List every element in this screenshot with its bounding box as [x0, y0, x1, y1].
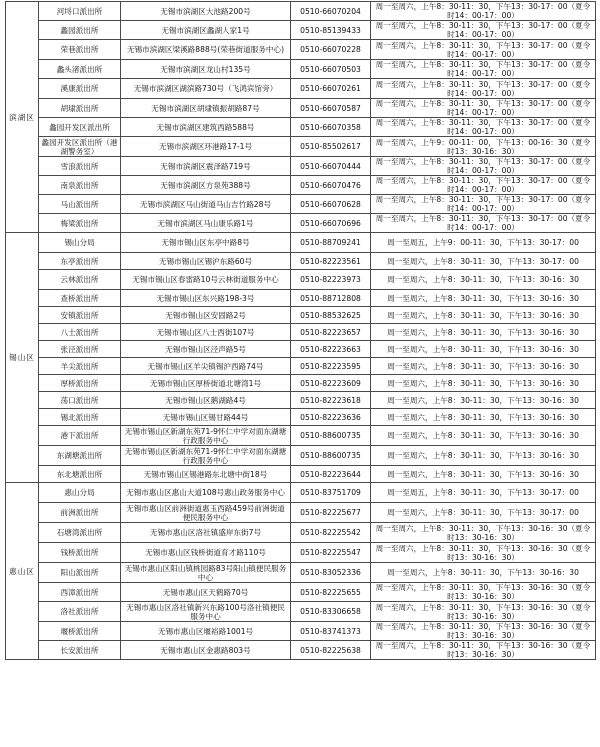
hours-cell: 周一至周六，上午8：30-11：30，下午13：30-16：30	[371, 307, 596, 324]
station-name-cell: 长安派出所	[39, 641, 121, 660]
table-row	[6, 60, 596, 79]
station-name-cell: 东湖塘派出所	[39, 446, 121, 466]
phone-cell: 0510-88712808	[291, 290, 371, 307]
address-cell: 无锡市锡山区东兴路198-3号	[121, 290, 291, 307]
police-station-table	[5, 1, 596, 660]
address-cell: 无锡市滨湖区梁溪路888号(荣巷街道服务中心)	[121, 40, 291, 60]
address-cell: 无锡市滨湖区马山街道马山吉竹路28号	[121, 195, 291, 214]
table-row	[6, 375, 596, 392]
hours-cell: 周一至周六，上午8：30-11：30，下午13：30-17：00（夏令时14：00-17：00）	[371, 40, 596, 60]
phone-cell: 0510-82223657	[291, 324, 371, 341]
phone-cell: 0510-88600735	[291, 446, 371, 466]
table-body	[6, 2, 596, 660]
address-cell: 无锡市惠山区堰裕路1001号	[121, 622, 291, 641]
phone-cell: 0510-82223595	[291, 358, 371, 375]
phone-cell: 0510-82223618	[291, 392, 371, 409]
hours-cell: 周一至周六，上午8：30-11：30，下午13：30-16：30	[371, 270, 596, 290]
station-name-cell: 马山派出所	[39, 195, 121, 214]
hours-cell: 周一至周六，上午9：00-11：00，下午13：00-16：30（夏令时13：30-16：30）	[371, 137, 596, 157]
address-cell: 无锡市惠山区洛社镇新兴东路100号洛社镇便民服务中心	[121, 602, 291, 622]
hours-cell: 周一至周六，上午8：30-11：30，下午13：30-16：30	[371, 375, 596, 392]
address-cell: 无锡市锡山区东亭中路8号	[121, 233, 291, 253]
table-row	[6, 503, 596, 523]
station-name-cell: 荣巷派出所	[39, 40, 121, 60]
station-name-cell: 蠡头渚派出所	[39, 60, 121, 79]
station-name-cell: 云林派出所	[39, 270, 121, 290]
hours-cell: 周一至周六，上午8：30-11：30，下午13：30-17：00（夏令时14：00-17：00）	[371, 79, 596, 99]
station-name-cell: 河埒口派出所	[39, 2, 121, 21]
phone-cell: 0510-82225542	[291, 523, 371, 543]
hours-cell: 周一至周六，上午8：30-11：30，下午13：30-17：00（夏令时14：00-17：00）	[371, 118, 596, 137]
phone-cell: 0510-88532625	[291, 307, 371, 324]
station-name-cell: 八士派出所	[39, 324, 121, 341]
hours-cell: 周一至周六，上午8：30-11：30，下午13：30-17：00（夏令时14：00-17：00）	[371, 214, 596, 233]
table-row	[6, 253, 596, 270]
hours-cell: 周一至周六，上午8：30-11：30，下午13：30-16：30（夏令时13：30-16：30）	[371, 523, 596, 543]
hours-cell: 周一至周六，上午8：30-11：30，下午13：30-16：30	[371, 290, 596, 307]
station-name-cell: 南泉派出所	[39, 176, 121, 195]
phone-cell: 0510-83741373	[291, 622, 371, 641]
station-name-cell: 蠡园开发区派出所	[39, 118, 121, 137]
address-cell: 无锡市锡山区泾声路5号	[121, 341, 291, 358]
address-cell: 无锡市惠山区阳山镇桃园路83号阳山镇便民服务中心	[121, 563, 291, 583]
table-row	[6, 426, 596, 446]
hours-cell: 周一至周六，上午8：30-11：30，下午13：30-16：30	[371, 341, 596, 358]
station-name-cell: 雪浪派出所	[39, 157, 121, 176]
table-row	[6, 523, 596, 543]
station-name-cell: 荡口派出所	[39, 392, 121, 409]
hours-cell: 周一至周六，上午8：30-11：30，下午13：30-16：30	[371, 324, 596, 341]
address-cell: 无锡市锡山区羊尖镇锡沪西路74号	[121, 358, 291, 375]
phone-cell: 0510-88600735	[291, 426, 371, 446]
hours-cell: 周一至周六，上午8：30-11：30，下午13：30-17：00	[371, 253, 596, 270]
phone-cell: 0510-82225547	[291, 543, 371, 563]
hours-cell: 周一至周六，上午8：30-11：30，下午13：30-16：30	[371, 392, 596, 409]
address-cell: 无锡市惠山区金惠路803号	[121, 641, 291, 660]
hours-cell: 周一至周六，上午8：30-11：30，下午13：30-17：00（夏令时14：00-17：00）	[371, 60, 596, 79]
phone-cell: 0510-82223609	[291, 375, 371, 392]
address-cell: 无锡市锡山区锡港路东北塘中街18号	[121, 466, 291, 483]
address-cell: 无锡市滨湖区环港路17-1号	[121, 137, 291, 157]
station-name-cell: 胡埭派出所	[39, 99, 121, 118]
phone-cell: 0510-83751709	[291, 483, 371, 503]
station-name-cell: 堰桥派出所	[39, 622, 121, 641]
phone-cell: 0510-82223636	[291, 409, 371, 426]
station-name-cell: 阳山派出所	[39, 563, 121, 583]
phone-cell: 0510-85139433	[291, 21, 371, 40]
district-cell: 惠山区	[6, 483, 39, 660]
station-name-cell: 张泾派出所	[39, 341, 121, 358]
phone-cell: 0510-66070476	[291, 176, 371, 195]
table-row	[6, 2, 596, 21]
address-cell: 无锡市锡山区安固路2号	[121, 307, 291, 324]
table-row	[6, 307, 596, 324]
police-station-table-container	[5, 1, 595, 660]
phone-cell: 0510-66070261	[291, 79, 371, 99]
phone-cell: 0510-66070358	[291, 118, 371, 137]
phone-cell: 0510-66070444	[291, 157, 371, 176]
hours-cell: 周一至周六，上午8：30-11：30，下午13：30-16：30	[371, 563, 596, 583]
hours-cell: 周一至周六，上午8：30-11：30，下午13：30-16：30	[371, 358, 596, 375]
phone-cell: 0510-83306658	[291, 602, 371, 622]
table-row	[6, 324, 596, 341]
station-name-cell: 东北塘派出所	[39, 466, 121, 483]
hours-cell: 周一至周六，上午8：30-11：30，下午13：30-16：30	[371, 409, 596, 426]
table-row	[6, 99, 596, 118]
table-row	[6, 341, 596, 358]
address-cell: 无锡市滨湖区胡埭镇振胡路87号	[121, 99, 291, 118]
table-row	[6, 137, 596, 157]
table-row	[6, 176, 596, 195]
hours-cell: 周一至周六，上午8：30-11：30，下午13：30-17：00	[371, 503, 596, 523]
address-cell: 无锡市滨湖区建筑西路588号	[121, 118, 291, 137]
hours-cell: 周一至周六，上午8：30-11：30，下午13：30-16：30	[371, 426, 596, 446]
hours-cell: 周一至周六，上午8：30-11：30，下午13：30-16：30（夏令时13：30-16：30）	[371, 641, 596, 660]
station-name-cell: 钱桥派出所	[39, 543, 121, 563]
hours-cell: 周一至周六，上午8：30-11：30，下午13：30-16：30（夏令时13：30-16：30）	[371, 602, 596, 622]
station-name-cell: 厚桥派出所	[39, 375, 121, 392]
address-cell: 无锡市锡山区新湖东苑71-9怀仁中学对面东湖塘行政服务中心	[121, 426, 291, 446]
station-name-cell: 惠山分局	[39, 483, 121, 503]
phone-cell: 0510-82223973	[291, 270, 371, 290]
phone-cell: 0510-66070587	[291, 99, 371, 118]
phone-cell: 0510-82225677	[291, 503, 371, 523]
address-cell: 无锡市锡山区春雷路10号云林街道服务中心	[121, 270, 291, 290]
hours-cell: 周一至周五，上午9：00-11：30，下午13：30-17：00	[371, 233, 596, 253]
hours-cell: 周一至周五，上午8：30-11：30，下午13：30-17：00	[371, 483, 596, 503]
table-row	[6, 392, 596, 409]
hours-cell: 周一至周六，上午8：30-11：30，下午13：30-16：30（夏令时13：30-16：30）	[371, 583, 596, 602]
hours-cell: 周一至周六，上午8：30-11：30，下午13：30-16：30	[371, 446, 596, 466]
station-name-cell: 蠡园开发区派出所（港湖警务室）	[39, 137, 121, 157]
address-cell: 无锡市惠山区天鹤路70号	[121, 583, 291, 602]
table-row	[6, 602, 596, 622]
table-row	[6, 483, 596, 503]
address-cell: 无锡市惠山区钱桥街道育才路110号	[121, 543, 291, 563]
address-cell: 无锡市锡山区厚桥街道北塘湾1号	[121, 375, 291, 392]
table-row	[6, 446, 596, 466]
hours-cell: 周一至周六，上午8：30-11：30，下午13：30-17：00（夏令时14：00-17：00）	[371, 99, 596, 118]
station-name-cell: 石塘湾派出所	[39, 523, 121, 543]
address-cell: 无锡市惠山区前洲街道惠玉西路459号前洲街道便民服务中心	[121, 503, 291, 523]
hours-cell: 周一至周六，上午8：30-11：30，下午13：30-16：30（夏令时13：30-16：30）	[371, 622, 596, 641]
address-cell: 无锡市惠山区洛社镇盛岸东街7号	[121, 523, 291, 543]
hours-cell: 周一至周六，上午8：30-11：30，下午13：30-16：30（夏令时13：30-16：30）	[371, 543, 596, 563]
station-name-cell: 洛社派出所	[39, 602, 121, 622]
phone-cell: 0510-66070503	[291, 60, 371, 79]
station-name-cell: 羊尖派出所	[39, 358, 121, 375]
table-row	[6, 466, 596, 483]
table-row	[6, 358, 596, 375]
table-row	[6, 270, 596, 290]
address-cell: 无锡市锡山区鹅湖路4号	[121, 392, 291, 409]
station-name-cell: 锡北派出所	[39, 409, 121, 426]
table-row	[6, 157, 596, 176]
table-row	[6, 563, 596, 583]
phone-cell: 0510-66070696	[291, 214, 371, 233]
address-cell: 无锡市滨湖区蠡湖人家1号	[121, 21, 291, 40]
station-name-cell: 溪康派出所	[39, 79, 121, 99]
phone-cell: 0510-85502617	[291, 137, 371, 157]
station-name-cell: 梅梁派出所	[39, 214, 121, 233]
station-name-cell: 查桥派出所	[39, 290, 121, 307]
table-row	[6, 543, 596, 563]
table-row	[6, 583, 596, 602]
table-row	[6, 622, 596, 641]
hours-cell: 周一至周六，上午8：30-11：30，下午13：30-16：30	[371, 466, 596, 483]
address-cell: 无锡市滨湖区龙山村135号	[121, 60, 291, 79]
phone-cell: 0510-82223663	[291, 341, 371, 358]
address-cell: 无锡市滨湖区震泽路719号	[121, 157, 291, 176]
district-cell: 锡山区	[6, 233, 39, 483]
address-cell: 无锡市惠山区惠山大道108号惠山政务服务中心	[121, 483, 291, 503]
address-cell: 无锡市锡山区八士西街107号	[121, 324, 291, 341]
address-cell: 无锡市锡山区新湖东苑71-9怀仁中学对面东湖塘行政服务中心	[121, 446, 291, 466]
table-row	[6, 233, 596, 253]
address-cell: 无锡市滨湖区方泉苑388号	[121, 176, 291, 195]
table-row	[6, 40, 596, 60]
hours-cell: 周一至周六，上午8：30-11：30，下午13：30-17：00（夏令时14：00-17：00）	[371, 2, 596, 21]
phone-cell: 0510-66070628	[291, 195, 371, 214]
address-cell: 无锡市滨湖区马山康乐路1号	[121, 214, 291, 233]
address-cell: 无锡市滨湖区大池路200号	[121, 2, 291, 21]
table-row	[6, 214, 596, 233]
table-row	[6, 118, 596, 137]
hours-cell: 周一至周六，上午8：30-11：30，下午13：30-17：00（夏令时14：00-17：00）	[371, 157, 596, 176]
phone-cell: 0510-82223561	[291, 253, 371, 270]
station-name-cell: 东亭派出所	[39, 253, 121, 270]
station-name-cell: 安镇派出所	[39, 307, 121, 324]
table-row	[6, 21, 596, 40]
hours-cell: 周一至周六，上午8：30-11：30，下午13：30-17：00（夏令时14：00-17：00）	[371, 21, 596, 40]
phone-cell: 0510-88709241	[291, 233, 371, 253]
address-cell: 无锡市锡山区锡沪东路60号	[121, 253, 291, 270]
station-name-cell: 西漳派出所	[39, 583, 121, 602]
table-row	[6, 79, 596, 99]
phone-cell: 0510-82225655	[291, 583, 371, 602]
address-cell: 无锡市锡山区锡甘路44号	[121, 409, 291, 426]
address-cell: 无锡市滨湖区湖滨路730号（飞鸿宾馆旁）	[121, 79, 291, 99]
phone-cell: 0510-82223644	[291, 466, 371, 483]
station-name-cell: 蠡园派出所	[39, 21, 121, 40]
station-name-cell: 锡山分局	[39, 233, 121, 253]
table-row	[6, 290, 596, 307]
station-name-cell: 港下派出所	[39, 426, 121, 446]
hours-cell: 周一至周六，上午8：30-11：30，下午13：30-17：00（夏令时14：00-17：00）	[371, 195, 596, 214]
station-name-cell: 前洲派出所	[39, 503, 121, 523]
phone-cell: 0510-82225638	[291, 641, 371, 660]
table-row	[6, 641, 596, 660]
district-cell: 滨湖区	[6, 2, 39, 233]
phone-cell: 0510-66070204	[291, 2, 371, 21]
phone-cell: 0510-66070228	[291, 40, 371, 60]
phone-cell: 0510-83052336	[291, 563, 371, 583]
table-row	[6, 195, 596, 214]
hours-cell: 周一至周六，上午8：30-11：30，下午13：30-17：00（夏令时14：00-17：00）	[371, 176, 596, 195]
table-row	[6, 409, 596, 426]
